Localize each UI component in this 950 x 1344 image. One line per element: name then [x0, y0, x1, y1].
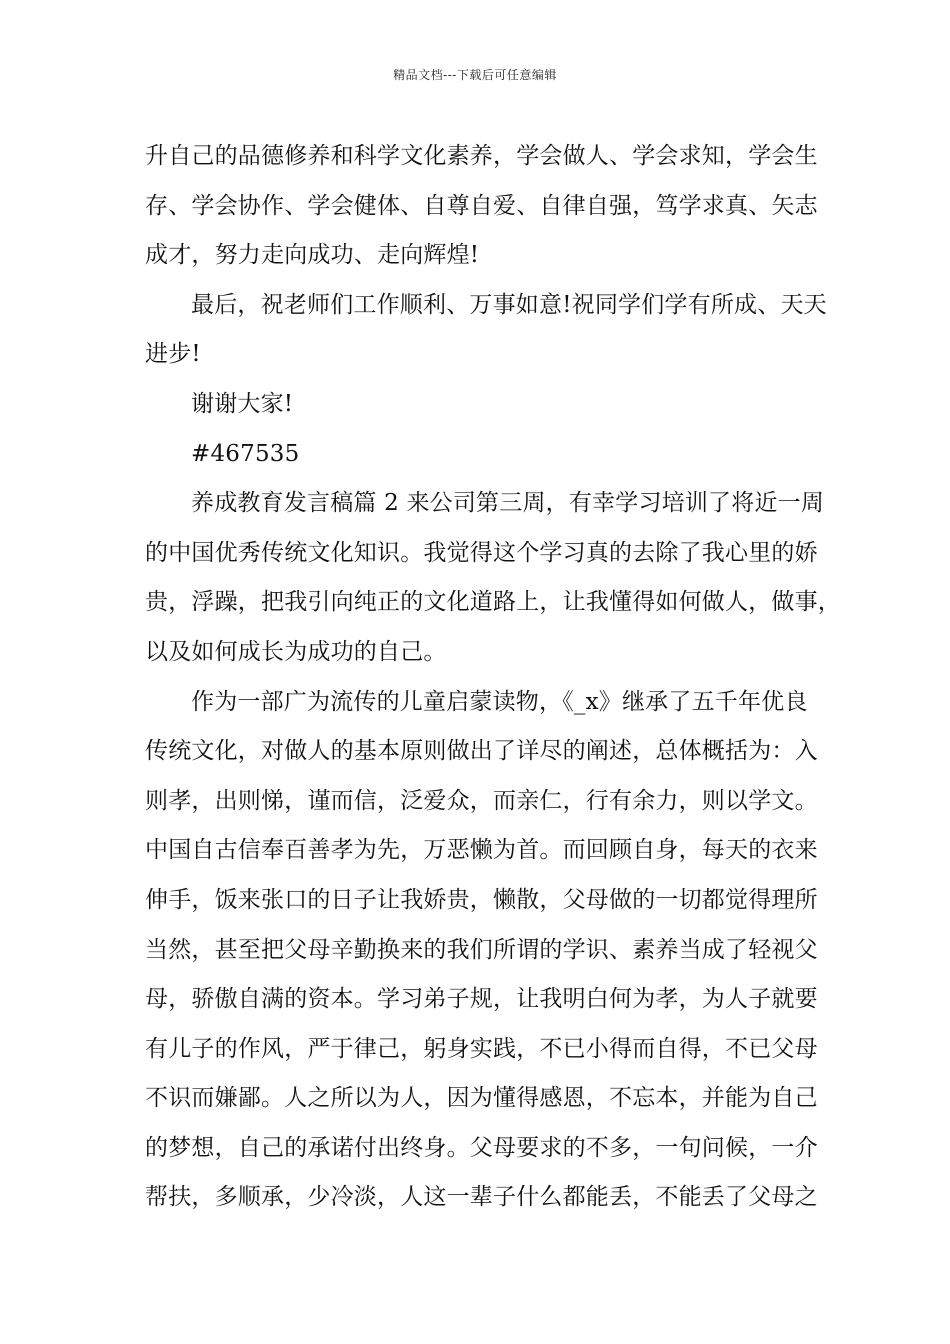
text-line: 传统文化，对做人的基本原则做出了详尽的阐述，总体概括为：入 — [145, 738, 818, 765]
text-line: 中国自古信奉百善孝为先，万恶懒为首。而回顾自身，每天的衣来 — [145, 837, 818, 864]
text-line: 伸手，饭来张口的日子让我娇贵，懒散，父母做的一切都觉得理所 — [145, 886, 818, 913]
text-line: 最后，祝老师们工作顺利、万事如意!祝同学们学有所成、天天 — [191, 291, 827, 318]
text-line: 存、学会协作、学会健体、自尊自爱、自律自强，笃学求真、矢志 — [145, 192, 818, 219]
page-header: 精品文档---下载后可任意编辑 — [393, 68, 557, 82]
text-line: 成才，努力走向成功、走向辉煌! — [145, 242, 480, 269]
text-line: 进步! — [145, 341, 201, 368]
text-line: 有儿子的作风，严于律己，躬身实践，不已小得而自得，不已父母 — [145, 1035, 818, 1062]
text-line: 谢谢大家! — [191, 390, 294, 417]
text-line: 母，骄傲自满的资本。学习弟子规，让我明白何为孝，为人子就要 — [145, 986, 818, 1013]
text-line: 的梦想，自己的承诺付出终身。父母要求的不多，一句问候，一介 — [145, 1134, 818, 1161]
text-line: 以及如何成长为成功的自己。 — [145, 638, 447, 665]
text-line: 作为一部广为流传的儿童启蒙读物，《_x》继承了五千年优良 — [191, 688, 808, 715]
text-line: 养成教育发言稿篇 2 来公司第三周，有幸学习培训了将近一周 — [191, 490, 825, 517]
text-line: 升自己的品德修养和科学文化素养，学会做人、学会求知，学会生 — [145, 143, 818, 169]
text-line: 贵，浮躁，把我引向纯正的文化道路上，让我懂得如何做人，做事， — [145, 589, 841, 616]
text-line: 不识而嫌鄙。人之所以为人，因为懂得感恩，不忘本，并能为自己 — [145, 1085, 818, 1112]
text-line: 帮扶，多顺承，少冷淡，人这一辈子什么都能丢，不能丢了父母之 — [145, 1184, 818, 1211]
text-line: 的中国优秀传统文化知识。我觉得这个学习真的去除了我心里的娇 — [145, 539, 818, 566]
text-line: #467535 — [191, 440, 300, 467]
text-line: 当然，甚至把父母辛勤换来的我们所谓的学识、素养当成了轻视父 — [145, 936, 818, 963]
body-text — [145, 132, 841, 1223]
text-line: 则孝，出则悌，谨而信，泛爱众，而亲仁，行有余力，则以学文。 — [145, 787, 818, 814]
